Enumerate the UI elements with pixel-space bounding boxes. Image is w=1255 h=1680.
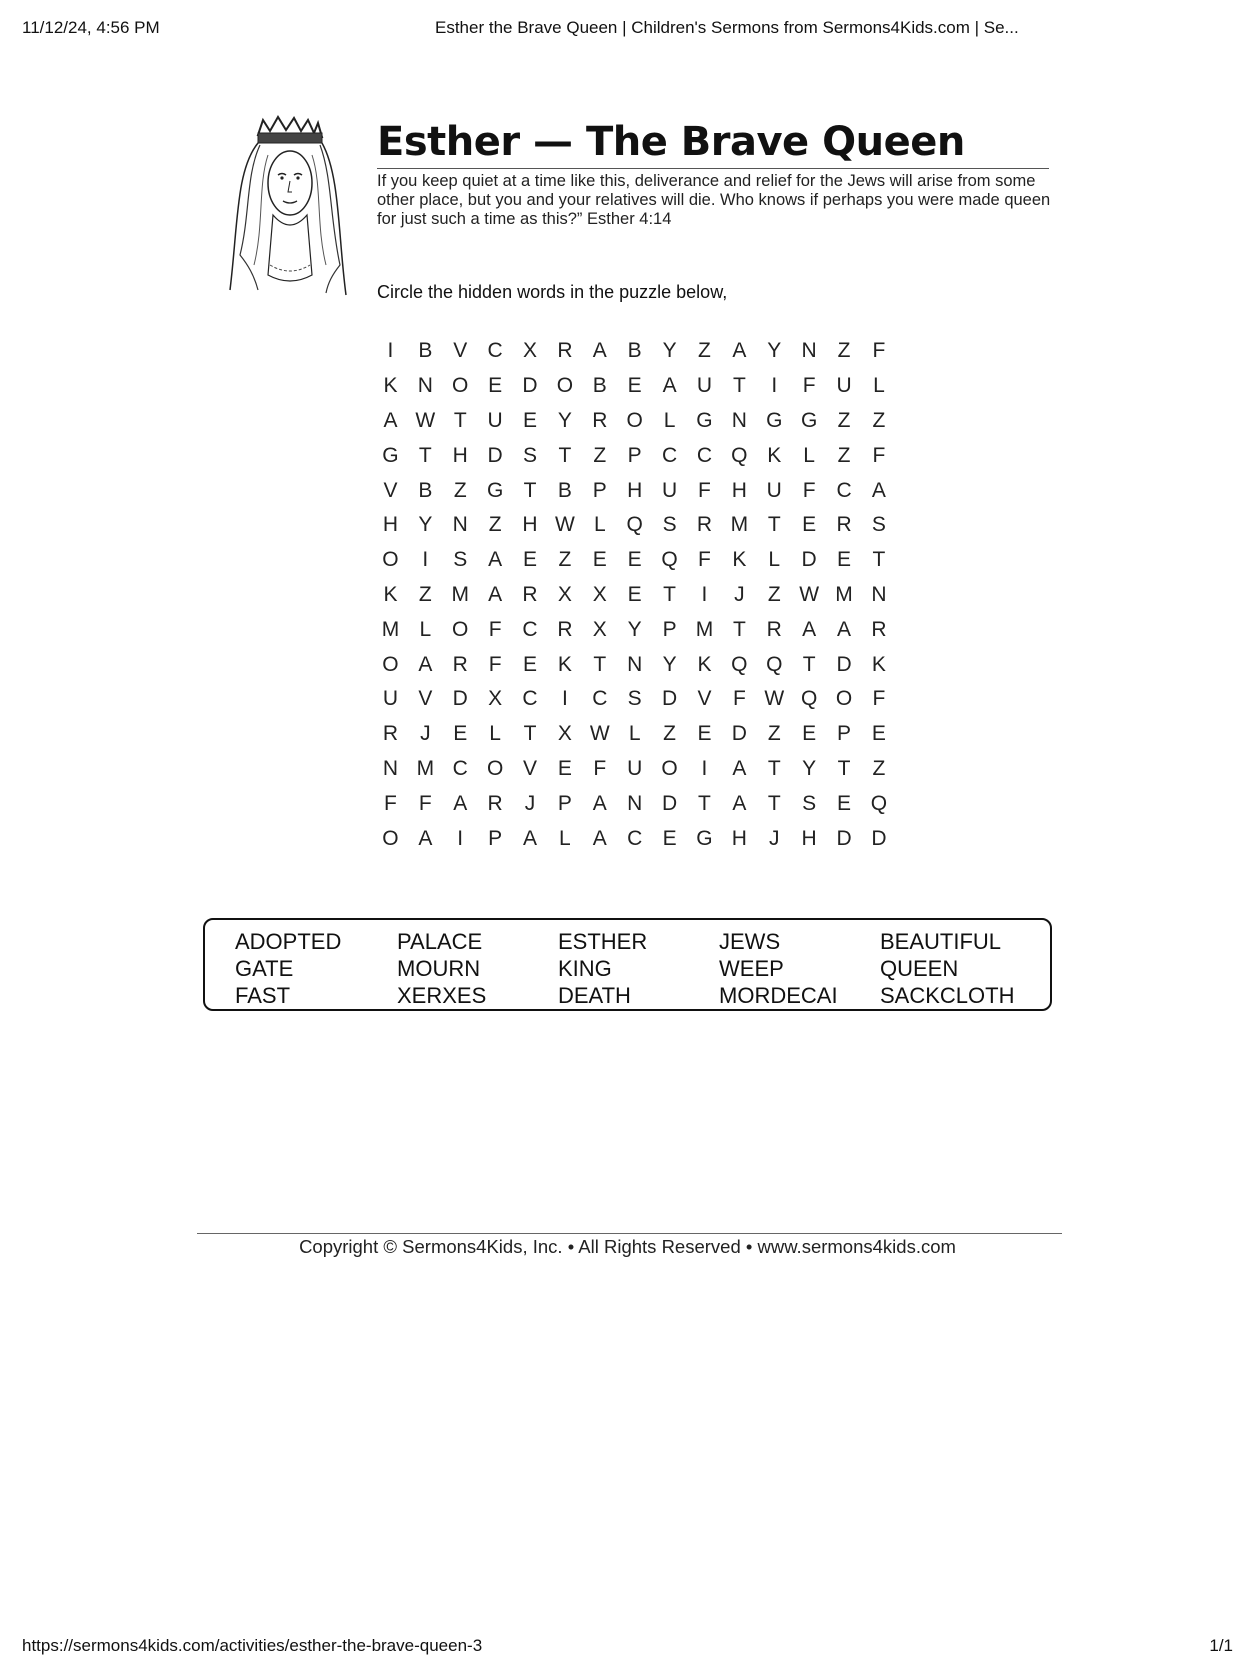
grid-letter: H: [731, 478, 747, 502]
grid-letter: G: [486, 478, 504, 502]
grid-letter: R: [452, 652, 468, 676]
grid-letter: D: [452, 687, 468, 711]
grid-letter: B: [592, 374, 607, 398]
grid-letter: A: [837, 617, 852, 641]
grid-letter: I: [561, 687, 568, 711]
grid-letter: O: [486, 756, 504, 780]
grid-letter: E: [837, 548, 852, 572]
grid-letter: J: [420, 722, 431, 746]
grid-row: [373, 438, 896, 473]
grid-letter: Z: [837, 443, 851, 467]
grid-letter: E: [627, 374, 642, 398]
grid-letter: P: [557, 791, 572, 815]
grid-letter: F: [732, 687, 746, 711]
grid-letter: X: [557, 582, 572, 606]
grid-row: [373, 612, 896, 647]
grid-row: [373, 682, 896, 717]
grid-letter: Z: [767, 582, 781, 606]
grid-letter: I: [771, 374, 778, 398]
grid-letter: K: [732, 548, 747, 572]
word-list-column: [397, 928, 486, 1009]
grid-letter: G: [800, 408, 818, 432]
grid-letter: A: [732, 756, 747, 780]
grid-letter: M: [381, 617, 400, 641]
grid-letter: E: [627, 582, 642, 606]
grid-letter: V: [383, 478, 398, 502]
hidden-word: ESTHER: [558, 929, 648, 954]
grid-letter: E: [557, 756, 572, 780]
hidden-word: XERXES: [397, 983, 487, 1008]
grid-letter: X: [557, 722, 572, 746]
grid-letter: H: [731, 826, 747, 850]
grid-letter: V: [523, 756, 538, 780]
grid-letter: S: [523, 443, 538, 467]
grid-letter: X: [592, 582, 607, 606]
grid-letter: E: [627, 548, 642, 572]
hidden-word: FAST: [235, 983, 291, 1008]
grid-letter: N: [871, 582, 887, 606]
grid-letter: A: [418, 652, 433, 676]
grid-row: [373, 508, 896, 543]
grid-letter: E: [802, 722, 817, 746]
grid-letter: Q: [661, 548, 678, 572]
queen-esther-illustration: [228, 115, 358, 305]
grid-letter: B: [418, 339, 433, 363]
grid-letter: P: [592, 478, 607, 502]
grid-letter: O: [626, 408, 643, 432]
grid-letter: F: [698, 548, 711, 572]
grid-letter: H: [382, 513, 399, 537]
grid-letter: L: [419, 617, 432, 641]
grid-row: [373, 404, 896, 439]
grid-letter: J: [734, 582, 745, 606]
grid-letter: F: [872, 339, 886, 363]
grid-letter: G: [382, 443, 399, 467]
grid-letter: D: [522, 374, 538, 398]
grid-letter: G: [766, 408, 783, 432]
grid-letter: L: [628, 722, 641, 746]
grid-letter: Z: [837, 408, 851, 432]
grid-letter: I: [701, 582, 708, 606]
grid-letter: T: [802, 652, 816, 676]
grid-letter: D: [836, 826, 852, 850]
hidden-word: DEATH: [558, 983, 631, 1008]
grid-letter: K: [697, 652, 712, 676]
grid-letter: F: [802, 478, 816, 502]
grid-letter: Q: [870, 791, 888, 815]
grid-letter: A: [488, 582, 503, 606]
grid-letter: A: [523, 826, 538, 850]
grid-letter: U: [487, 408, 503, 432]
grid-letter: T: [663, 582, 676, 606]
hidden-word: SACKCLOTH: [880, 983, 1015, 1008]
grid-letter: Q: [766, 652, 783, 676]
grid-letter: Q: [800, 687, 818, 711]
grid-letter: O: [452, 617, 469, 641]
grid-letter: E: [697, 722, 712, 746]
grid-letter: F: [872, 687, 886, 711]
worksheet-title: Esther — The Brave Queen: [377, 118, 1049, 169]
grid-letter: C: [522, 687, 538, 711]
grid-letter: Z: [698, 339, 711, 363]
grid-letter: A: [418, 826, 433, 850]
grid-letter: T: [558, 443, 572, 467]
grid-letter: X: [523, 339, 538, 363]
print-page-number: 1/1: [1209, 1636, 1233, 1655]
grid-letter: E: [453, 722, 468, 746]
grid-letter: D: [487, 443, 503, 467]
grid-letter: R: [836, 513, 852, 537]
grid-letter: E: [523, 548, 538, 572]
grid-letter: T: [732, 617, 746, 641]
grid-letter: Q: [731, 443, 748, 467]
grid-letter: U: [836, 374, 852, 398]
grid-letter: R: [871, 617, 887, 641]
grid-letter: F: [802, 374, 816, 398]
print-date: 11/12/24, 4:56 PM: [22, 18, 160, 37]
hidden-word: KING: [558, 956, 612, 981]
grid-row: [373, 717, 896, 752]
grid-letter: R: [487, 791, 503, 815]
grid-letter: F: [698, 478, 711, 502]
grid-letter: E: [802, 513, 817, 537]
grid-letter: A: [871, 478, 886, 502]
grid-letter: E: [523, 652, 538, 676]
grid-letter: K: [871, 652, 886, 676]
grid-letter: O: [661, 756, 678, 780]
grid-letter: H: [801, 826, 817, 850]
grid-letter: N: [731, 408, 747, 432]
grid-letter: Q: [626, 513, 643, 537]
grid-letter: W: [799, 582, 820, 606]
grid-letter: U: [766, 478, 782, 502]
grid-letter: Z: [558, 548, 572, 572]
grid-letter: I: [701, 756, 708, 780]
grid-letter: Z: [593, 443, 607, 467]
grid-letter: O: [835, 687, 853, 711]
grid-letter: N: [801, 339, 817, 363]
grid-letter: T: [523, 478, 537, 502]
grid-letter: Y: [662, 652, 677, 676]
hidden-word: MOURN: [397, 956, 481, 981]
grid-letter: G: [696, 408, 713, 432]
grid-letter: R: [696, 513, 713, 537]
grid-letter: L: [803, 443, 815, 467]
hidden-word: BEAUTIFUL: [880, 929, 1002, 954]
grid-letter: F: [872, 443, 886, 467]
grid-letter: G: [696, 826, 713, 850]
grid-letter: A: [592, 339, 607, 363]
grid-row: [373, 786, 896, 821]
grid-letter: T: [767, 756, 781, 780]
grid-letter: H: [627, 478, 643, 502]
grid-letter: L: [559, 826, 571, 850]
grid-letter: H: [522, 513, 538, 537]
word-list-column: [235, 928, 341, 1009]
grid-letter: J: [524, 791, 536, 815]
grid-letter: A: [802, 617, 817, 641]
grid-letter: J: [768, 826, 780, 850]
grid-letter: N: [382, 756, 399, 780]
grid-row: [373, 578, 896, 613]
grid-letter: W: [554, 513, 575, 537]
grid-letter: O: [382, 652, 399, 676]
grid-letter: S: [627, 687, 642, 711]
grid-letter: A: [732, 791, 747, 815]
grid-letter: V: [697, 687, 712, 711]
grid-letter: Y: [802, 756, 817, 780]
grid-letter: Q: [731, 652, 748, 676]
grid-letter: Z: [872, 408, 886, 432]
grid-letter: Z: [872, 756, 886, 780]
grid-letter: Y: [767, 339, 782, 363]
grid-letter: B: [557, 478, 572, 502]
grid-letter: O: [382, 548, 399, 572]
grid-letter: I: [422, 548, 429, 572]
grid-letter: C: [592, 687, 608, 711]
grid-letter: Z: [453, 478, 467, 502]
grid-letter: E: [523, 408, 538, 432]
grid-letter: H: [452, 443, 468, 467]
grid-letter: D: [871, 826, 887, 850]
grid-letter: U: [382, 687, 399, 711]
grid-letter: Z: [418, 582, 432, 606]
grid-letter: L: [593, 513, 606, 537]
grid-letter: A: [488, 548, 503, 572]
grid-letter: D: [801, 548, 817, 572]
grid-letter: A: [592, 791, 607, 815]
hidden-word: GATE: [235, 956, 294, 981]
hidden-word: PALACE: [397, 929, 483, 954]
grid-letter: T: [418, 443, 432, 467]
grid-letter: V: [453, 339, 468, 363]
grid-letter: N: [452, 513, 468, 537]
grid-letter: E: [871, 722, 886, 746]
grid-letter: P: [488, 826, 503, 850]
hidden-word: WEEP: [719, 956, 784, 981]
grid-letter: M: [835, 582, 853, 606]
grid-letter: R: [557, 617, 573, 641]
grid-letter: T: [767, 791, 781, 815]
grid-letter: C: [627, 826, 643, 850]
grid-letter: O: [382, 826, 399, 850]
grid-letter: P: [662, 617, 677, 641]
grid-letter: D: [836, 652, 852, 676]
grid-letter: P: [837, 722, 852, 746]
grid-letter: F: [488, 652, 502, 676]
grid-row: [373, 369, 896, 404]
grid-letter: R: [557, 339, 573, 363]
grid-letter: U: [661, 478, 678, 502]
grid-letter: A: [592, 826, 607, 850]
grid-letter: C: [696, 443, 713, 467]
grid-row: [373, 334, 896, 369]
grid-letter: N: [627, 652, 643, 676]
grid-letter: M: [451, 582, 469, 606]
hidden-word: JEWS: [719, 929, 781, 954]
grid-letter: T: [453, 408, 467, 432]
grid-letter: O: [556, 374, 574, 398]
print-page-title: Esther the Brave Queen | Children's Sermons from Sermons4Kids.com | Se...: [435, 18, 1019, 37]
grid-letter: U: [627, 756, 643, 780]
grid-letter: W: [764, 687, 785, 711]
grid-letter: F: [418, 791, 432, 815]
grid-letter: D: [661, 687, 678, 711]
hidden-word: MORDECAI: [719, 983, 838, 1008]
grid-letter: Y: [662, 339, 677, 363]
grid-letter: B: [418, 478, 433, 502]
grid-letter: L: [873, 374, 885, 398]
grid-letter: R: [522, 582, 538, 606]
grid-letter: C: [522, 617, 538, 641]
grid-letter: R: [592, 408, 608, 432]
grid-letter: P: [627, 443, 642, 467]
grid-row: [373, 473, 896, 508]
grid-letter: U: [696, 374, 713, 398]
word-search-grid: [373, 334, 896, 856]
grid-letter: A: [383, 408, 398, 432]
grid-letter: X: [592, 617, 607, 641]
grid-letter: T: [732, 374, 746, 398]
grid-row: [373, 752, 896, 787]
grid-letter: I: [457, 826, 464, 850]
grid-letter: F: [593, 756, 607, 780]
print-url: https://sermons4kids.com/activities/esther-the-brave-queen-3: [22, 1636, 483, 1655]
grid-letter: L: [489, 722, 501, 746]
grid-letter: K: [383, 582, 398, 606]
copyright-notice: Copyright © Sermons4Kids, Inc. • All Rights Reserved • www.sermons4kids.com: [299, 1236, 956, 1257]
word-list-column: [719, 928, 838, 1009]
grid-letter: M: [416, 756, 435, 780]
grid-letter: M: [730, 513, 749, 537]
footer-divider: [197, 1233, 1062, 1234]
grid-letter: E: [488, 374, 503, 398]
grid-letter: S: [453, 548, 468, 572]
grid-letter: A: [732, 339, 747, 363]
grid-letter: Y: [418, 513, 433, 537]
scripture-verse: If you keep quiet at a time like this, deliverance and relief for the Jews will arise from some other place, but you and your relatives will die. Who knows if perhaps you were made queen for just such a time as this?” Esther 4:14: [377, 172, 1051, 228]
grid-letter: K: [557, 652, 572, 676]
grid-letter: C: [661, 443, 678, 467]
grid-letter: T: [872, 548, 886, 572]
grid-letter: W: [415, 408, 436, 432]
grid-letter: Z: [663, 722, 676, 746]
grid-letter: Z: [767, 722, 781, 746]
puzzle-instruction: Circle the hidden words in the puzzle below,: [377, 282, 728, 302]
grid-letter: T: [698, 791, 711, 815]
grid-letter: Z: [488, 513, 502, 537]
grid-letter: F: [384, 791, 397, 815]
grid-letter: Z: [837, 339, 851, 363]
grid-letter: I: [387, 339, 394, 363]
grid-letter: K: [383, 374, 398, 398]
grid-letter: X: [488, 687, 503, 711]
grid-row: [373, 543, 896, 578]
word-list-box: [203, 918, 1052, 1011]
grid-letter: A: [662, 374, 677, 398]
grid-letter: C: [836, 478, 852, 502]
grid-letter: D: [661, 791, 678, 815]
grid-letter: R: [766, 617, 782, 641]
grid-row: [373, 821, 896, 856]
hidden-word: ADOPTED: [235, 929, 342, 954]
grid-letter: E: [592, 548, 607, 572]
grid-letter: T: [767, 513, 781, 537]
grid-letter: O: [452, 374, 469, 398]
grid-letter: F: [488, 617, 502, 641]
word-list-column: [880, 928, 1014, 1009]
grid-letter: W: [589, 722, 610, 746]
grid-letter: C: [452, 756, 468, 780]
grid-letter: S: [662, 513, 677, 537]
grid-letter: T: [837, 756, 851, 780]
grid-letter: E: [837, 791, 852, 815]
grid-letter: R: [382, 722, 399, 746]
grid-letter: L: [663, 408, 676, 432]
grid-letter: K: [767, 443, 782, 467]
word-list-column: [558, 928, 647, 1009]
grid-letter: B: [627, 339, 642, 363]
grid-letter: E: [662, 826, 677, 850]
hidden-word: QUEEN: [880, 956, 959, 981]
grid-letter: V: [418, 687, 433, 711]
grid-letter: M: [695, 617, 714, 641]
grid-letter: Y: [557, 408, 572, 432]
grid-letter: D: [731, 722, 747, 746]
grid-letter: N: [417, 374, 433, 398]
grid-letter: T: [593, 652, 607, 676]
grid-letter: S: [871, 513, 886, 537]
grid-letter: Y: [627, 617, 642, 641]
grid-letter: A: [453, 791, 468, 815]
grid-letter: S: [802, 791, 817, 815]
grid-letter: L: [768, 548, 781, 572]
grid-row: [373, 647, 896, 682]
grid-letter: N: [627, 791, 643, 815]
grid-letter: C: [487, 339, 503, 363]
grid-letter: T: [523, 722, 537, 746]
